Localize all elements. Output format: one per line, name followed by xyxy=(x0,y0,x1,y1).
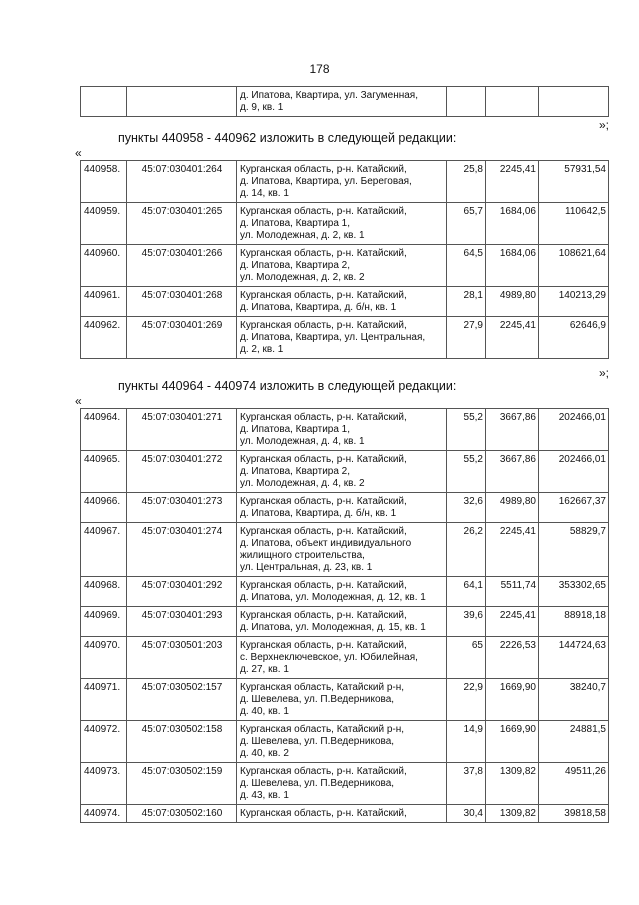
address-line: Курганская область, р-н. Катайский, xyxy=(240,496,407,507)
address-line: Курганская область, р-н. Катайский, xyxy=(240,454,407,465)
cell-address xyxy=(237,607,447,637)
cell-address xyxy=(237,637,447,679)
cell-area: 27,9 xyxy=(447,317,486,359)
address-line: д. Ипатова, Квартира, ул. Центральная, xyxy=(240,332,426,343)
address-line: Курганская область, р-н. Катайский, xyxy=(240,248,407,259)
cell-address xyxy=(237,523,447,577)
cell-value: 162667,37 xyxy=(539,493,609,523)
address-line: д. Шевелева, ул. П.Ведерникова, xyxy=(240,694,395,705)
address-line: Курганская область, р-н. Катайский, xyxy=(240,290,407,301)
cell-area: 22,9 xyxy=(447,679,486,721)
table-row xyxy=(81,409,609,451)
cell-value: 140213,29 xyxy=(539,287,609,317)
cell-address xyxy=(237,679,447,721)
cell-value: 49511,26 xyxy=(539,763,609,805)
cell-address xyxy=(237,721,447,763)
address-line: д. 9, кв. 1 xyxy=(240,102,284,113)
address-line: ул. Центральная, д. 23, кв. 1 xyxy=(240,562,373,573)
address-line: д. Ипатова, Квартира 1, xyxy=(240,424,351,435)
cell-rate: 1309,82 xyxy=(486,763,539,805)
cell-cadastral: 45:07:030401:273 xyxy=(127,493,237,523)
cell-area: 55,2 xyxy=(447,451,486,493)
cell-cadastral: 45:07:030401:293 xyxy=(127,607,237,637)
cell-cadastral: 45:07:030502:160 xyxy=(127,805,237,823)
address-line: д. 27, кв. 1 xyxy=(240,664,289,675)
address-line: ул. Молодежная, д. 4, кв. 2 xyxy=(240,478,365,489)
table-row xyxy=(81,763,609,805)
table-row xyxy=(81,607,609,637)
cell-value: 202466,01 xyxy=(539,451,609,493)
cell-address xyxy=(237,203,447,245)
table-row xyxy=(81,637,609,679)
address-line: ул. Молодежная, д. 2, кв. 1 xyxy=(240,230,365,241)
cell-area: 32,6 xyxy=(447,493,486,523)
table-row xyxy=(81,317,609,359)
address-line: Курганская область, р-н. Катайский, xyxy=(240,610,407,621)
address-line: жилищного строительства, xyxy=(240,550,365,561)
cell-cadastral: 45:07:030401:269 xyxy=(127,317,237,359)
cell-rate: 1309,82 xyxy=(486,805,539,823)
cell-id: 440972. xyxy=(81,721,127,763)
section-heading: пункты 440964 - 440974 изложить в следующей редакции: xyxy=(118,379,457,393)
cell-id: 440970. xyxy=(81,637,127,679)
cell-id: 440960. xyxy=(81,245,127,287)
address-line: д. Ипатова, Квартира 1, xyxy=(240,218,351,229)
address-line: д. Ипатова, ул. Молодежная, д. 12, кв. 1 xyxy=(240,592,426,603)
cell-area: 65 xyxy=(447,637,486,679)
cell-value: 88918,18 xyxy=(539,607,609,637)
table-row xyxy=(81,721,609,763)
cell-rate: 1669,90 xyxy=(486,721,539,763)
table-row xyxy=(81,245,609,287)
cell-value: 202466,01 xyxy=(539,409,609,451)
cell-rate: 4989,80 xyxy=(486,493,539,523)
cell-address xyxy=(237,317,447,359)
table-row xyxy=(81,87,609,117)
cell-area: 55,2 xyxy=(447,409,486,451)
cell-cadastral: 45:07:030502:158 xyxy=(127,721,237,763)
table-row xyxy=(81,577,609,607)
address-line: д. Ипатова, Квартира, ул. Береговая, xyxy=(240,176,412,187)
cell-area: 14,9 xyxy=(447,721,486,763)
cell-value: 110642,5 xyxy=(539,203,609,245)
cell-id: 440962. xyxy=(81,317,127,359)
cell-rate: 1684,06 xyxy=(486,203,539,245)
cell-cadastral: 45:07:030502:157 xyxy=(127,679,237,721)
cell-rate: 2245,41 xyxy=(486,161,539,203)
cell-id: 440965. xyxy=(81,451,127,493)
address-line: Курганская область, р-н. Катайский, xyxy=(240,206,407,217)
cell-address xyxy=(237,287,447,317)
address-line: Курганская область, р-н. Катайский, xyxy=(240,808,407,819)
address-line: ул. Молодежная, д. 2, кв. 2 xyxy=(240,272,365,283)
cell-rate: 2226,53 xyxy=(486,637,539,679)
cell-cadastral: 45:07:030502:159 xyxy=(127,763,237,805)
address-line: Курганская область, р-н. Катайский, xyxy=(240,766,407,777)
address-line: Курганская область, р-н. Катайский, xyxy=(240,320,407,331)
cell-address xyxy=(237,577,447,607)
address-line: д. 40, кв. 1 xyxy=(240,706,289,717)
cell-id: 440974. xyxy=(81,805,127,823)
address-line: Курганская область, Катайский р-н, xyxy=(240,682,405,693)
opening-quote: « xyxy=(75,394,82,408)
cell-id: 440959. xyxy=(81,203,127,245)
cell-value: 38240,7 xyxy=(539,679,609,721)
cell-area: 26,2 xyxy=(447,523,486,577)
cell-rate: 5511,74 xyxy=(486,577,539,607)
cell-cadastral: 45:07:030401:274 xyxy=(127,523,237,577)
address-line: д. Ипатова, Квартира, д. б/н, кв. 1 xyxy=(240,302,397,313)
cell-address xyxy=(237,409,447,451)
cell-rate: 2245,41 xyxy=(486,317,539,359)
page-number: 178 xyxy=(309,62,330,76)
cell-address xyxy=(237,87,447,117)
cell-address xyxy=(237,493,447,523)
cell-rate: 2245,41 xyxy=(486,607,539,637)
cell-id: 440961. xyxy=(81,287,127,317)
table-row xyxy=(81,523,609,577)
cell-cadastral xyxy=(127,87,237,117)
cell-area: 64,1 xyxy=(447,577,486,607)
cell-value: 144724,63 xyxy=(539,637,609,679)
address-line: Курганская область, Катайский р-н, xyxy=(240,724,405,735)
continuation-table xyxy=(80,86,609,117)
cell-value xyxy=(539,87,609,117)
table-row xyxy=(81,805,609,823)
table-body xyxy=(81,161,609,359)
address-line: Курганская область, р-н. Катайский, xyxy=(240,580,407,591)
closing-quote: »; xyxy=(598,118,609,132)
address-line: Курганская область, р-н. Катайский, xyxy=(240,526,407,537)
cell-area: 25,8 xyxy=(447,161,486,203)
table-row xyxy=(81,679,609,721)
cell-value: 39818,58 xyxy=(539,805,609,823)
cell-area: 37,8 xyxy=(447,763,486,805)
cell-cadastral: 45:07:030401:272 xyxy=(127,451,237,493)
cell-value: 58829,7 xyxy=(539,523,609,577)
section-table xyxy=(80,160,609,359)
cell-rate: 2245,41 xyxy=(486,523,539,577)
address-line: Курганская область, р-н. Катайский, xyxy=(240,412,407,423)
section-table xyxy=(80,408,609,823)
table-row xyxy=(81,451,609,493)
cell-id xyxy=(81,87,127,117)
address-line: д. Ипатова, Квартира, д. б/н, кв. 1 xyxy=(240,508,397,519)
table-row xyxy=(81,493,609,523)
address-line: д. 43, кв. 1 xyxy=(240,790,289,801)
table-row xyxy=(81,287,609,317)
address-line: д. Ипатова, Квартира 2, xyxy=(240,466,351,477)
cell-cadastral: 45:07:030501:203 xyxy=(127,637,237,679)
address-line: д. Ипатова, Квартира 2, xyxy=(240,260,351,271)
cell-address xyxy=(237,805,447,823)
address-line: д. 40, кв. 2 xyxy=(240,748,289,759)
cell-rate: 1669,90 xyxy=(486,679,539,721)
address-line: Курганская область, р-н. Катайский, xyxy=(240,164,407,175)
section-heading: пункты 440958 - 440962 изложить в следующей редакции: xyxy=(118,131,457,145)
cell-address xyxy=(237,161,447,203)
table-body xyxy=(81,409,609,823)
cell-address xyxy=(237,451,447,493)
cell-cadastral: 45:07:030401:292 xyxy=(127,577,237,607)
address-line: с. Верхнеключевское, ул. Юбилейная, xyxy=(240,652,418,663)
cell-area: 64,5 xyxy=(447,245,486,287)
cell-id: 440958. xyxy=(81,161,127,203)
cell-address xyxy=(237,245,447,287)
cell-rate: 3667,86 xyxy=(486,409,539,451)
cell-value: 108621,64 xyxy=(539,245,609,287)
cell-area: 39,6 xyxy=(447,607,486,637)
cell-cadastral: 45:07:030401:266 xyxy=(127,245,237,287)
closing-quote: »; xyxy=(598,366,609,380)
table-row xyxy=(81,203,609,245)
cell-rate: 3667,86 xyxy=(486,451,539,493)
address-line: д. Шевелева, ул. П.Ведерникова, xyxy=(240,778,395,789)
cell-id: 440966. xyxy=(81,493,127,523)
address-line: д. Ипатова, Квартира, ул. Загуменная, xyxy=(240,90,419,101)
cell-id: 440971. xyxy=(81,679,127,721)
address-line: д. Ипатова, ул. Молодежная, д. 15, кв. 1 xyxy=(240,622,426,633)
cell-cadastral: 45:07:030401:271 xyxy=(127,409,237,451)
cell-cadastral: 45:07:030401:265 xyxy=(127,203,237,245)
opening-quote: « xyxy=(75,146,82,160)
cell-rate: 1684,06 xyxy=(486,245,539,287)
cell-rate: 4989,80 xyxy=(486,287,539,317)
table-row xyxy=(81,161,609,203)
address-line: Курганская область, р-н. Катайский, xyxy=(240,640,407,651)
cell-id: 440968. xyxy=(81,577,127,607)
cell-rate xyxy=(486,87,539,117)
cell-id: 440973. xyxy=(81,763,127,805)
cell-area: 65,7 xyxy=(447,203,486,245)
cell-id: 440967. xyxy=(81,523,127,577)
cell-area: 30,4 xyxy=(447,805,486,823)
cell-id: 440969. xyxy=(81,607,127,637)
address-line: д. Шевелева, ул. П.Ведерникова, xyxy=(240,736,395,747)
cell-cadastral: 45:07:030401:268 xyxy=(127,287,237,317)
cell-value: 62646,9 xyxy=(539,317,609,359)
address-line: д. 2, кв. 1 xyxy=(240,344,284,355)
address-line: д. 14, кв. 1 xyxy=(240,188,289,199)
address-line: ул. Молодежная, д. 4, кв. 1 xyxy=(240,436,365,447)
cell-value: 24881,5 xyxy=(539,721,609,763)
cell-area: 28,1 xyxy=(447,287,486,317)
cell-cadastral: 45:07:030401:264 xyxy=(127,161,237,203)
cell-area xyxy=(447,87,486,117)
cell-value: 57931,54 xyxy=(539,161,609,203)
address-line: д. Ипатова, объект индивидуального xyxy=(240,538,412,549)
cell-address xyxy=(237,763,447,805)
cell-value: 353302,65 xyxy=(539,577,609,607)
cell-id: 440964. xyxy=(81,409,127,451)
